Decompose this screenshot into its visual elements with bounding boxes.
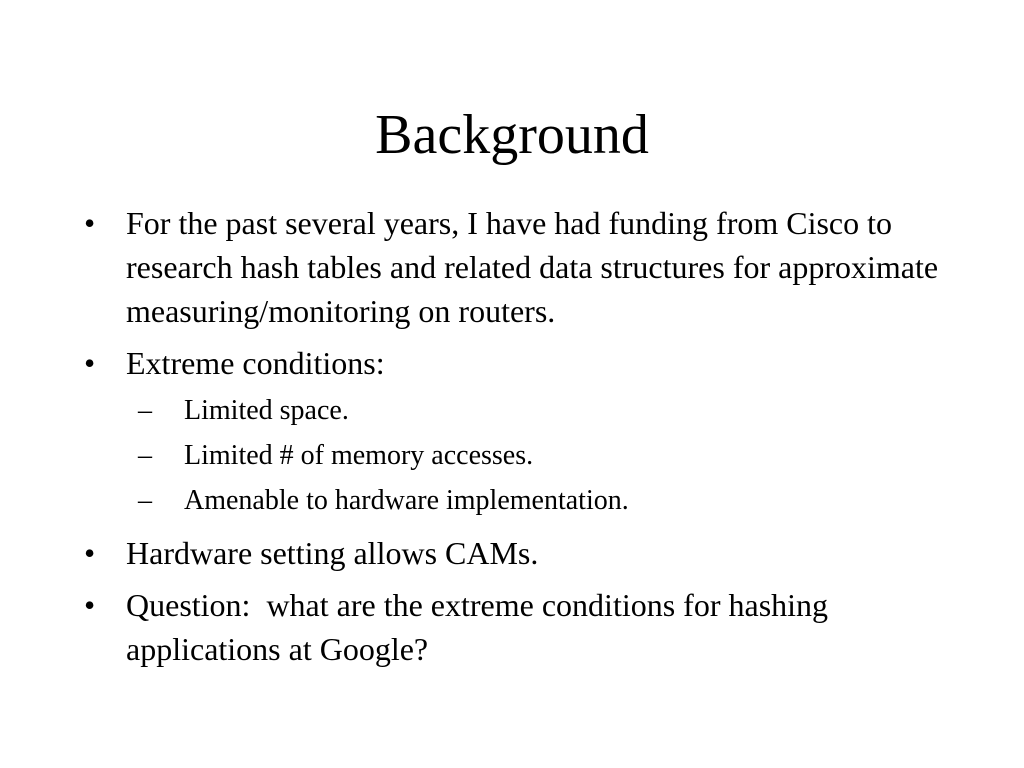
bullet-item [84,583,954,671]
bullet-icon: • [84,345,96,381]
bullet-item [84,341,954,523]
sub-bullet-item [138,478,954,523]
bullet-text: For the past several years, I have had funding from Cisco to research hash tables and related data structures for approximate measuring/monitoring on routers. [126,205,939,329]
dash-icon: – [138,395,152,426]
bullet-text: Hardware setting allows CAMs. [126,535,539,571]
bullet-text: Extreme conditions: [126,345,385,381]
bullet-item [84,201,954,333]
sub-bullet-text: Amenable to hardware implementation. [184,485,629,516]
slide-title: Background [375,104,649,166]
sub-bullet-item [138,388,954,433]
sub-bullet-text: Limited # of memory accesses. [184,440,534,471]
bullet-text: Question: what are the extreme conditions for hashing applications at Google? [126,587,837,667]
bullet-item [84,531,954,575]
bullet-icon: • [84,587,96,623]
sub-bullet-text: Limited space. [184,395,349,426]
sub-bullet-item [138,433,954,478]
bullet-icon: • [84,205,96,241]
dash-icon: – [138,485,152,516]
sub-bullet-list [126,388,954,523]
dash-icon: – [138,440,152,471]
bullet-list [84,201,954,679]
bullet-icon: • [84,535,96,571]
